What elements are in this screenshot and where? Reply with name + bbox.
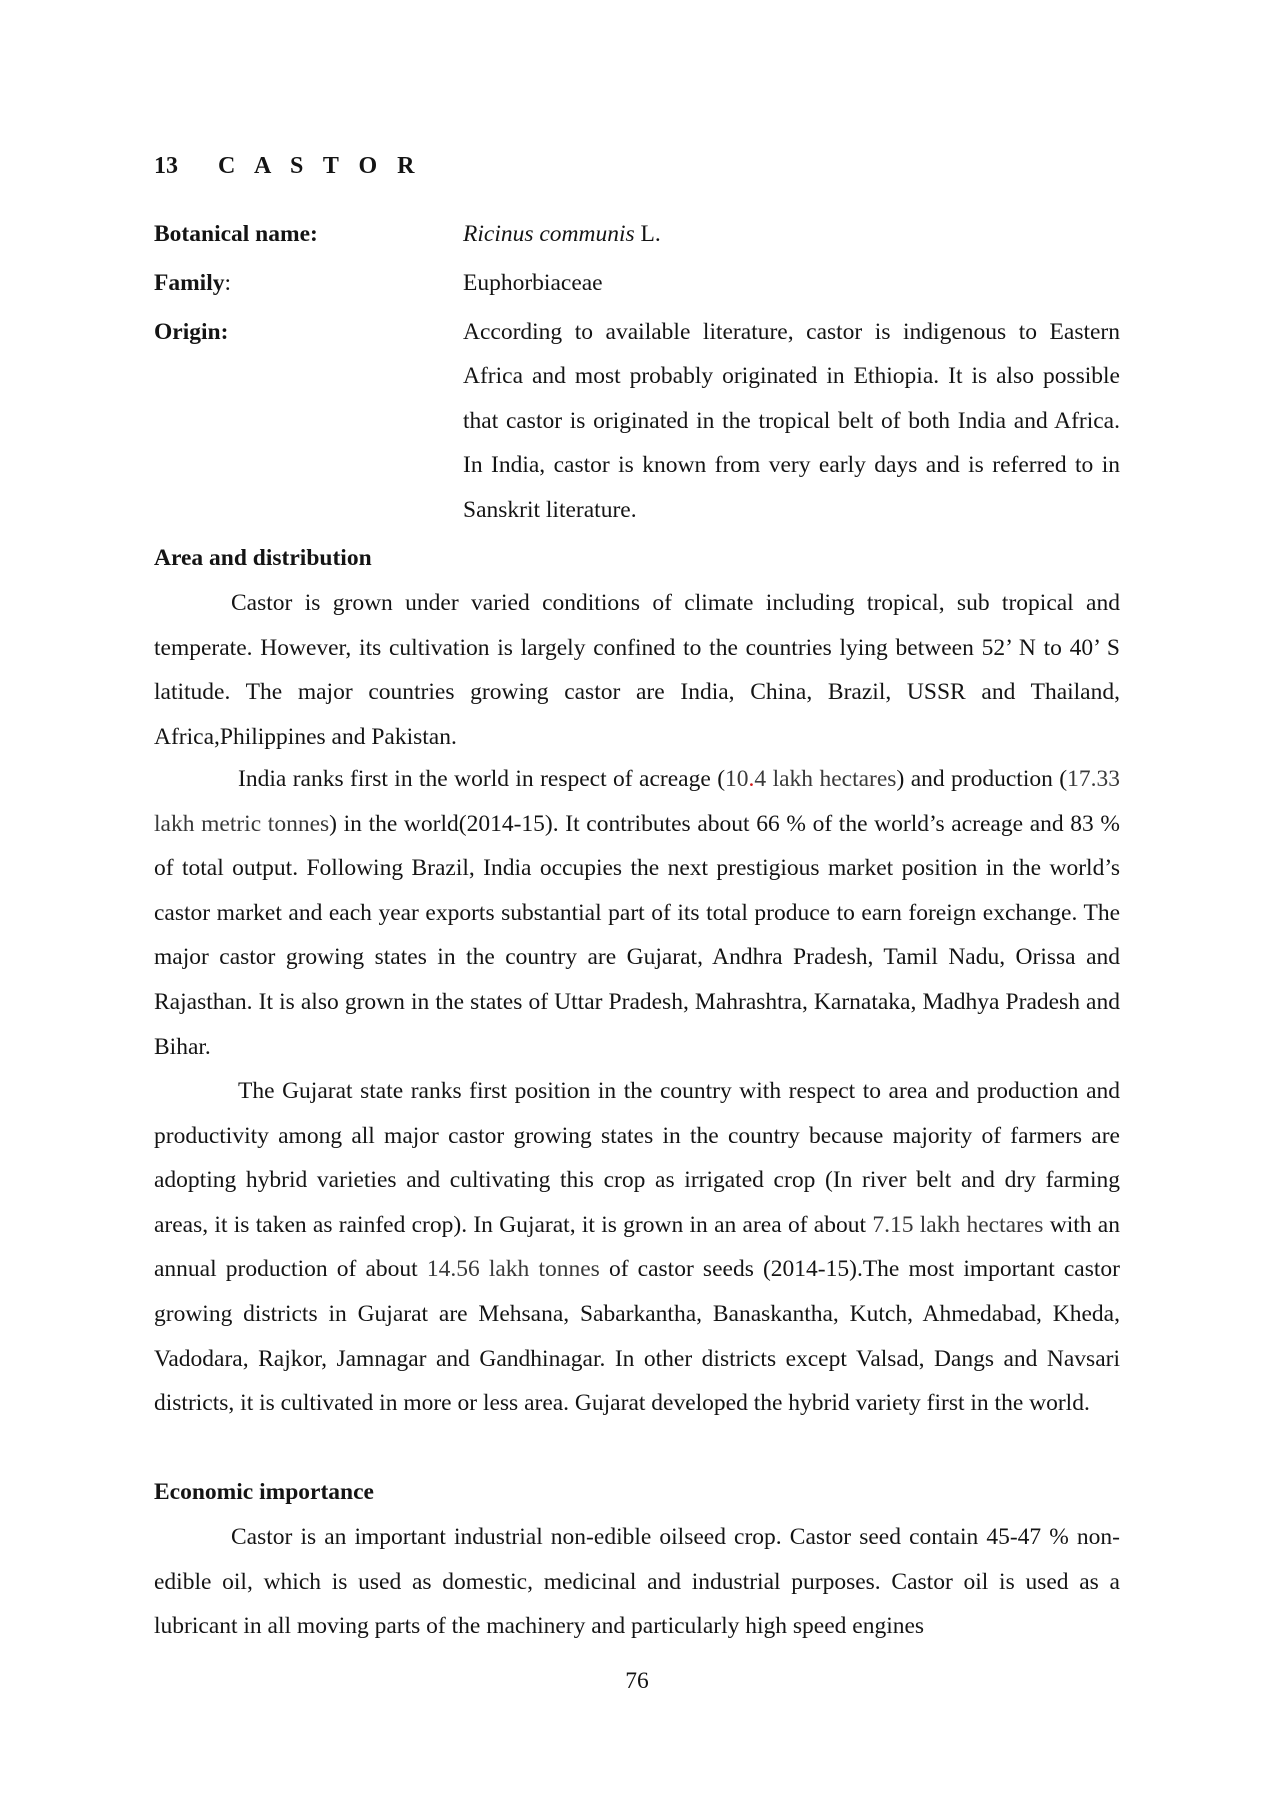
- gujarat-area-value: 7.15 lakh hectares: [872, 1211, 1044, 1238]
- text-run: ) and production (: [896, 766, 1068, 792]
- paragraph-area-2: [154, 757, 1120, 1069]
- family-label-text: Family: [154, 270, 225, 296]
- acreage-value: 10: [725, 766, 749, 792]
- chapter-name: C A S T O R: [218, 153, 422, 179]
- production-value: 17.33 lakh metric tonnes: [154, 766, 1120, 837]
- origin-value: According to available literature, castor is indigenous to Eastern Africa and most probably originated in Ethiopia. It is also possible that castor is originated in the tropical belt of both India and Africa. In India, castor is known from very early days and is referred to in Sanskrit literature.: [463, 319, 1120, 523]
- botanical-name-label: Botanical name:: [154, 221, 318, 247]
- chapter-number: 13: [154, 153, 178, 179]
- paragraph-area-3: [154, 1069, 1120, 1426]
- section-heading-economic: Economic importance: [154, 1479, 374, 1505]
- text-run: The Gujarat state ranks first position in the country with respect to area and production and productivity among all major castor growing states in the country because majority of farmers are adopting hybrid varieties and cultivating this crop as irrigated crop (In river belt and dry farming areas, it is taken as rainfed crop). In Gujarat, it is grown in an area of about: [154, 1078, 1120, 1238]
- paragraph-economic-1: Castor is an important industrial non-edible oilseed crop. Castor seed contain 45-47 % non-edible oil, which is used as domestic, medicinal and industrial purposes. Castor oil is used as a lubricant in all moving parts of the machinery and particularly high speed engines: [154, 1524, 1120, 1640]
- text-run: with an annual production of about: [154, 1211, 1120, 1283]
- gujarat-production-value: 14.56 lakh tonnes: [426, 1256, 600, 1283]
- acreage-decimal-point: .: [748, 766, 755, 792]
- family-value: Euphorbiaceae: [463, 270, 603, 296]
- text-run: India ranks first in the world in respect of acreage (: [238, 766, 726, 792]
- botanical-name-value: [463, 212, 1120, 256]
- text-run: ) in the world(2014-15). It contributes about 66 % of the world’s acreage and 83 % of total output. Following Brazil, India occupies the next prestigious market position in the world’s castor market and each year exports substantial part of its total produce to earn foreign exchange. The major castor growing states in the country are Gujarat, Andhra Pradesh, Tamil Nadu, Orissa and Rajasthan. It is also grown in the states of Uttar Pradesh, Mahrashtra, Karnataka, Madhya Pradesh and Bihar.: [154, 810, 1121, 1060]
- origin-label: Origin:: [154, 319, 229, 345]
- genus-species: Ricinus communis: [463, 221, 635, 247]
- text-run: of castor seeds (2014-15).The most important castor growing districts in Gujarat are Mehsana, Sabarkantha, Banaskantha, Kutch, Ahmedabad, Kheda, Vadodara, Rajkor, Jamnagar and Gandhinagar. In other districts except Valsad, Dangs and Navsari districts, it is cultivated in more or less area. Gujarat developed the hybrid variety first in the world.: [154, 1256, 1120, 1417]
- paragraph-area-1: Castor is grown under varied conditions of climate including tropical, sub tropical and temperate. However, its cultivation is largely confined to the countries lying between 52’ N to 40’ S latitude. The major countries growing castor are India, China, Brazil, USSR and Thailand, Africa,Philippines and Pakistan.: [154, 590, 1120, 750]
- section-heading-area: Area and distribution: [154, 545, 372, 571]
- authority: L.: [634, 221, 661, 247]
- acreage-unit: 4 lakh hectares: [754, 766, 897, 792]
- page-number: 76: [625, 1668, 649, 1694]
- chapter-title: [154, 153, 422, 180]
- family-label: [154, 261, 231, 305]
- family-colon: :: [224, 270, 232, 296]
